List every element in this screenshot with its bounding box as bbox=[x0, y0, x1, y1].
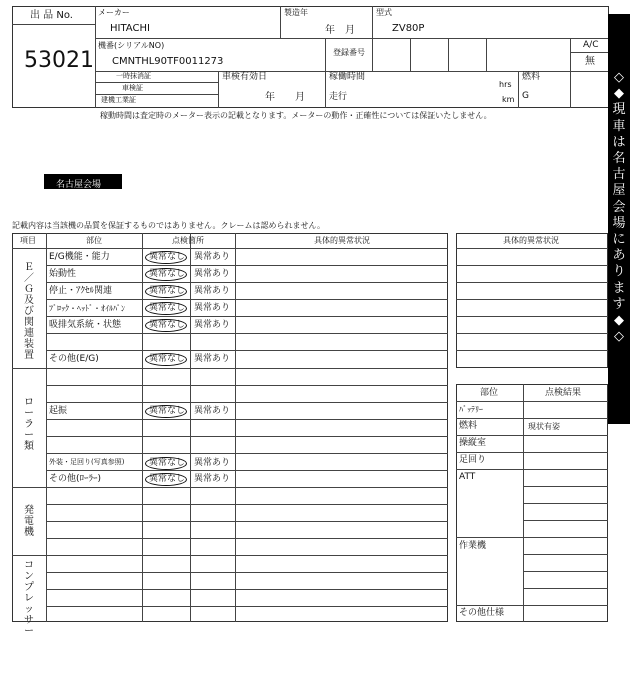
detail-table-header: 具体的異常状況 bbox=[503, 236, 559, 245]
inspection-value: 年 月 bbox=[265, 92, 305, 103]
section-compressor: コンプレッサー bbox=[24, 560, 34, 637]
check-ok: 異常なし bbox=[149, 320, 186, 330]
result-part-header: 部位 bbox=[480, 388, 499, 398]
disclaimer: 記載内容は当該機の品質を保証するものではありません。クレームは認められません。 bbox=[12, 221, 325, 230]
cert-1: 一時抹消証 bbox=[116, 72, 151, 80]
row-block: ﾌﾞﾛｯｸ・ﾍｯﾄﾞ・ｵｲﾙﾊﾟﾝ bbox=[49, 304, 125, 313]
check-ok: 異常なし bbox=[149, 269, 186, 279]
cert-2: 車検証 bbox=[122, 84, 143, 92]
serial-label: 機番(シリアルNO) bbox=[98, 41, 165, 50]
hours-label: 稼働時間 bbox=[329, 72, 366, 82]
header-block bbox=[12, 6, 609, 108]
fuel-label: 燃料 bbox=[522, 72, 541, 82]
lot-label: 出 品 No. bbox=[30, 10, 73, 21]
year-label: 製造年 bbox=[284, 8, 308, 17]
row-other-roller: その他(ﾛｰﾗｰ) bbox=[49, 474, 102, 484]
result-battery: ﾊﾞｯﾃﾘｰ bbox=[459, 405, 483, 414]
result-fuel-value: 現状有姿 bbox=[528, 422, 560, 431]
check-ok: 異常なし bbox=[149, 303, 186, 313]
check-ng: 異常あり bbox=[194, 303, 231, 313]
section-generator: 発電機 bbox=[24, 505, 34, 538]
check-ng: 異常あり bbox=[194, 252, 231, 262]
reg-label: 登録番号 bbox=[333, 48, 365, 57]
result-other-spec: その他仕様 bbox=[459, 608, 505, 618]
row-eg-func: E/G機能・能力 bbox=[49, 252, 110, 262]
ac-label: A/C bbox=[583, 40, 599, 50]
header-item: 項目 bbox=[20, 236, 36, 245]
inspection-label: 車検有効日 bbox=[222, 72, 268, 82]
row-exterior: 外装・足回り(写真参照) bbox=[49, 458, 125, 466]
venue-badge: 名古屋会場 bbox=[44, 174, 122, 189]
check-ng: 異常あり bbox=[194, 269, 231, 279]
result-fuel: 燃料 bbox=[459, 421, 478, 431]
ac-value: 無 bbox=[585, 56, 595, 67]
check-ok: 異常なし bbox=[149, 286, 186, 296]
cert-3: 建機工業証 bbox=[101, 96, 136, 104]
km-unit: km bbox=[502, 95, 515, 104]
header-check: 点検箇所 bbox=[172, 236, 204, 245]
result-work-machine: 作業機 bbox=[459, 541, 487, 551]
check-ng: 異常あり bbox=[194, 320, 231, 330]
serial-value: CMNTHL90TF0011273 bbox=[112, 56, 224, 67]
check-ng: 異常あり bbox=[194, 458, 231, 468]
result-header: 点検結果 bbox=[545, 388, 582, 398]
lot-number: 53021 bbox=[24, 48, 94, 73]
section-roller: ローラー類 bbox=[24, 397, 34, 452]
check-ok: 異常なし bbox=[149, 474, 186, 484]
result-cab: 操縦室 bbox=[459, 438, 487, 448]
maker-value: HITACHI bbox=[110, 23, 150, 34]
header-part: 部位 bbox=[86, 236, 102, 245]
model-label: 型式 bbox=[376, 8, 392, 17]
row-stop-accel: 停止・ｱｸｾﾙ関連 bbox=[49, 286, 113, 296]
check-ng: 異常あり bbox=[194, 474, 231, 484]
check-ng: 異常あり bbox=[194, 406, 231, 416]
check-ok: 異常なし bbox=[149, 406, 186, 416]
year-month: 年 月 bbox=[325, 25, 355, 36]
row-intake: 吸排気系統・状態 bbox=[49, 320, 122, 330]
meter-note: 稼動時間は査定時のメーター表示の記載となります。メーターの動作・正確性については保証いたしません。 bbox=[100, 111, 492, 120]
result-undercarriage: 足回り bbox=[459, 455, 487, 465]
check-ok: 異常なし bbox=[149, 354, 186, 364]
check-ng: 異常あり bbox=[194, 286, 231, 296]
travel-label: 走行 bbox=[329, 92, 348, 102]
maker-label: メーカー bbox=[98, 8, 130, 17]
header-detail: 具体的異常状況 bbox=[314, 236, 370, 245]
check-ng: 異常あり bbox=[194, 354, 231, 364]
result-att: ATT bbox=[459, 472, 476, 482]
hrs-unit: hrs bbox=[499, 80, 512, 89]
row-other-eg: その他(E/G) bbox=[49, 354, 99, 364]
check-ok: 異常なし bbox=[149, 458, 186, 468]
section-engine: Ｅ／Ｇ及び関連装置 bbox=[24, 262, 34, 361]
row-startup: 始動性 bbox=[49, 269, 77, 279]
row-vibration: 起振 bbox=[49, 406, 68, 416]
fuel-value: G bbox=[522, 91, 529, 101]
detail-table bbox=[456, 233, 608, 368]
side-banner-text: ◇◆現車は名古屋会場にあります◆◇ bbox=[612, 70, 626, 345]
check-ok: 異常なし bbox=[149, 252, 186, 262]
model-value: ZV80P bbox=[392, 23, 425, 34]
